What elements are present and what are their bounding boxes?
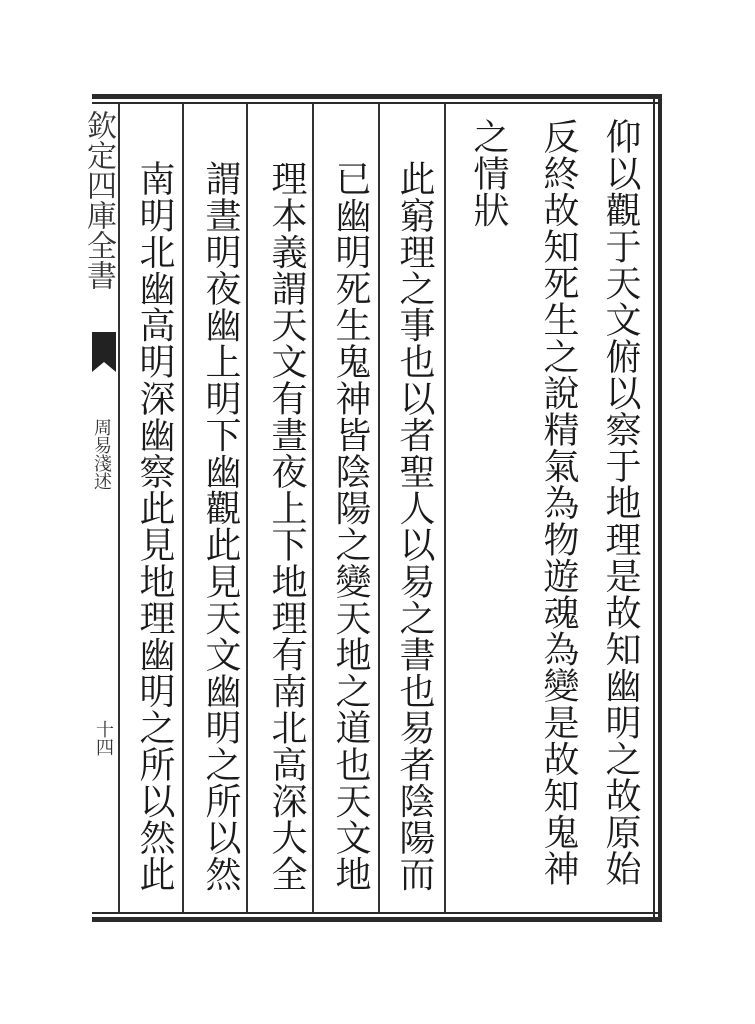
top-border-inner — [92, 102, 662, 104]
text-column-6: 理本義謂天文有晝夜上下地理有南北高深大全 — [266, 160, 307, 892]
margin-series-title: 欽定四庫全書 — [81, 110, 116, 290]
column-divider — [182, 104, 184, 912]
margin-page-number: 十四 — [93, 720, 114, 756]
text-column-3: 之情狀 — [468, 118, 509, 228]
text-column-5: 已幽明死生鬼神皆陰陽之變天地之道也天文地 — [330, 160, 371, 892]
text-column-2: 反終故知死生之說精氣為物遊魂為變是故知鬼神 — [538, 118, 579, 887]
top-border — [92, 94, 662, 99]
text-column-8: 南明北幽高明深幽察此見地理幽明之所以然此 — [134, 160, 175, 892]
fish-tail-mark — [92, 332, 116, 362]
text-column-4: 此窮理之事也以者聖人以易之書也易者陰陽而 — [394, 160, 435, 892]
column-divider — [118, 104, 120, 912]
right-border-inner — [653, 94, 655, 922]
margin-book-title: 周易淺述 — [91, 418, 112, 490]
text-column-1: 仰以觀于天文俯以察于地理是故知幽明之故原始 — [600, 118, 641, 887]
text-column-7: 謂晝明夜幽上明下幽觀此見天文幽明之所以然 — [200, 160, 241, 892]
column-divider — [378, 104, 380, 912]
right-border — [658, 94, 662, 922]
column-divider — [444, 104, 446, 912]
